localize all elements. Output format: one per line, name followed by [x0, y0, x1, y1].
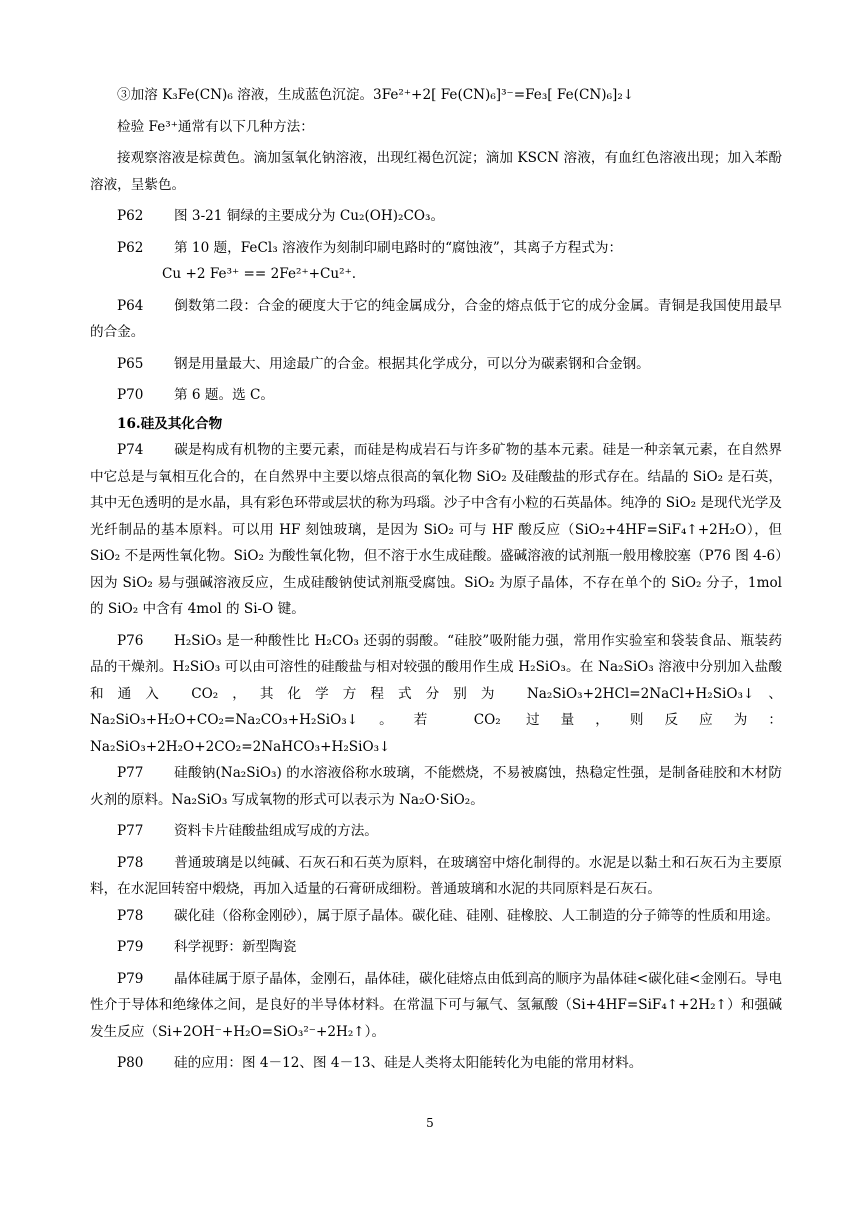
para-p78a [90, 850, 782, 903]
page-ref: P65 [117, 355, 144, 372]
para-p74 [90, 437, 782, 623]
equation-cu-fe: Cu +2 Fe³⁺ == 2Fe²⁺+Cu²⁺. [162, 266, 357, 282]
para-text: 第 10 题，FeCl₃ 溶液作为刻制印刷电路时的“腐蚀液”，其离子方程式为： [174, 239, 623, 256]
para-p78b [90, 903, 782, 930]
page-ref: P80 [117, 1055, 144, 1071]
para-text: 硅的应用：图 4－12、图 4－13、硅是人类将太阳能转化为电能的常用材料。 [174, 1055, 643, 1071]
page-ref: P74 [117, 442, 144, 458]
para-p80 [90, 1050, 782, 1077]
page-ref: P62 [117, 239, 144, 256]
para-text: 图 3-21 铜绿的主要成分为 Cu₂(OH)₂CO₃。 [174, 208, 445, 224]
para-text: 硅酸钠(Na₂SiO₃) 的水溶液俗称水玻璃，不能燃烧，不易被腐蚀，热稳定性强，是制备硅胶和木材防火剂的原料。Na₂SiO₃ 写成氧物的形式可以表示为 Na₂O·SiO₂。 [90, 765, 782, 808]
para-text: 资料卡片硅酸盐组成写成的方法。 [174, 823, 378, 839]
line-k3fecn6: ③加溶 K₃Fe(CN)₆ 溶液，生成蓝色沉淀。3Fe²⁺+2[ Fe(CN)₆]³⁻=Fe₃[ Fe(CN)₆]₂↓ [117, 87, 635, 103]
page-ref: P78 [117, 854, 144, 871]
para-p76 [90, 628, 782, 761]
para-p79b [90, 966, 782, 1046]
para-p77a [90, 760, 782, 813]
page-ref: P79 [117, 939, 144, 955]
para-text: 碳是构成有机物的主要元素，而硅是构成岩石与许多矿物的基本元素。硅是一种亲氧元素，在自然界中它总是与氧相互化合的，在自然界中主要以熔点很高的氧化物 SiO₂ 及硅酸盐的形式存在。结晶的 SiO₂ 是石英，其中无色透明的是水晶，具有彩色环带或层状的称为玛瑙。沙子中含有小粒的石英晶体。纯净的 SiO₂ 是现代光学及光纤制品的基本原料。可以用 HF 刻蚀玻璃，是因为 SiO₂ 可与 HF 酸反应（SiO₂+4HF=SiF₄↑+2H₂O），但 SiO₂ 不是两性氧化物。SiO₂ 为酸性氧化物，但不溶于水生成硅酸。盛碱溶液的试剂瓶一般用橡胶塞（P76 图 4-6）因为 SiO₂ 易与强碱溶液反应，生成硅酸钠使试剂瓶受腐蚀。SiO₂ 为原子晶体，不存在单个的 SiO₂ 分子，1mol 的 SiO₂ 中含有 4mol 的 Si-O 键。 [90, 442, 782, 617]
para-p65 [90, 351, 782, 378]
page-number: 5 [426, 1116, 434, 1130]
page-ref: P62 [117, 208, 144, 224]
para-p77b [90, 818, 782, 845]
para-p62a [90, 203, 782, 230]
para-p70 [90, 382, 782, 409]
para-text: 碳化硅（俗称金刚砂），属于原子晶体。碳化硅、硅刚、硅橡胶、人工制造的分子筛等的性质和用途。 [174, 907, 779, 924]
section-heading: 16.硅及其化合物 [117, 415, 223, 432]
para-text: 钢是用量最大、用途最广的合金。根据其化学成分，可以分为碳素钢和合金钢。 [174, 355, 650, 372]
para-text: 倒数第二段：合金的硬度大于它的纯金属成分，合金的熔点低于它的成分金属。青铜是我国使用最早的合金。 [90, 297, 782, 340]
para-text: 科学视野：新型陶瓷 [174, 939, 297, 955]
page-ref: P77 [117, 823, 144, 839]
para-p62b [90, 235, 782, 262]
para-p64 [90, 293, 782, 346]
page-ref: P79 [117, 970, 144, 987]
line-fe3-methods: 接观察溶液是棕黄色。滴加氢氧化钠溶液，出现红褐色沉淀；滴加 KSCN 溶液，有血红色溶液出现；加入苯酚溶液，呈紫色。 [90, 150, 782, 193]
document-body [90, 82, 782, 1077]
page-ref: P70 [117, 387, 144, 403]
para-p79a [90, 934, 782, 961]
para-text: H₂SiO₃ 是一种酸性比 H₂CO₃ 还弱的弱酸。“硅胶”吸附能力强，常用作实验室和袋装食品、瓶装药品的干燥剂。H₂SiO₃ 可以由可溶性的硅酸盐与相对较强的酸用作生成 H₂SiO₃。在 Na₂SiO₃ 溶液中分别加入盐酸和通入 CO₂，其化学方程式分别为 Na₂SiO₃+2HCl=2NaCl+H₂SiO₃↓、Na₂SiO₃+H₂O+CO₂=Na₂CO₃+H₂SiO₃↓。若 CO₂ 过量，则反应为：Na₂SiO₃+2H₂O+2CO₂=2NaHCO₃+H₂SiO₃↓ [90, 632, 782, 755]
page-ref: P76 [117, 632, 144, 649]
line-fe3-test: 检验 Fe³⁺通常有以下几种方法： [117, 118, 314, 135]
para-text: 第 6 题。选 C。 [174, 387, 274, 403]
page-ref: P77 [117, 765, 144, 781]
para-text: 普通玻璃是以纯碱、石灰石和石英为原料，在玻璃窑中熔化制得的。水泥是以黏土和石灰石为主要原料，在水泥回转窑中煅烧，再加入适量的石膏研成细粉。普通玻璃和水泥的共同原料是石灰石。 [90, 854, 782, 897]
para-text: 晶体硅属于原子晶体，金刚石，晶体硅，碳化硅熔点由低到高的顺序为晶体硅<碳化硅<金刚石。导电性介于导体和绝缘体之间，是良好的半导体材料。在常温下可与氟气、氢氟酸（Si+4HF=SiF₄↑+2H₂↑）和强碱发生反应（Si+2OH⁻+H₂O=SiO₃²⁻+2H₂↑）。 [90, 970, 782, 1040]
page-ref: P64 [117, 297, 144, 314]
page-ref: P78 [117, 907, 144, 924]
